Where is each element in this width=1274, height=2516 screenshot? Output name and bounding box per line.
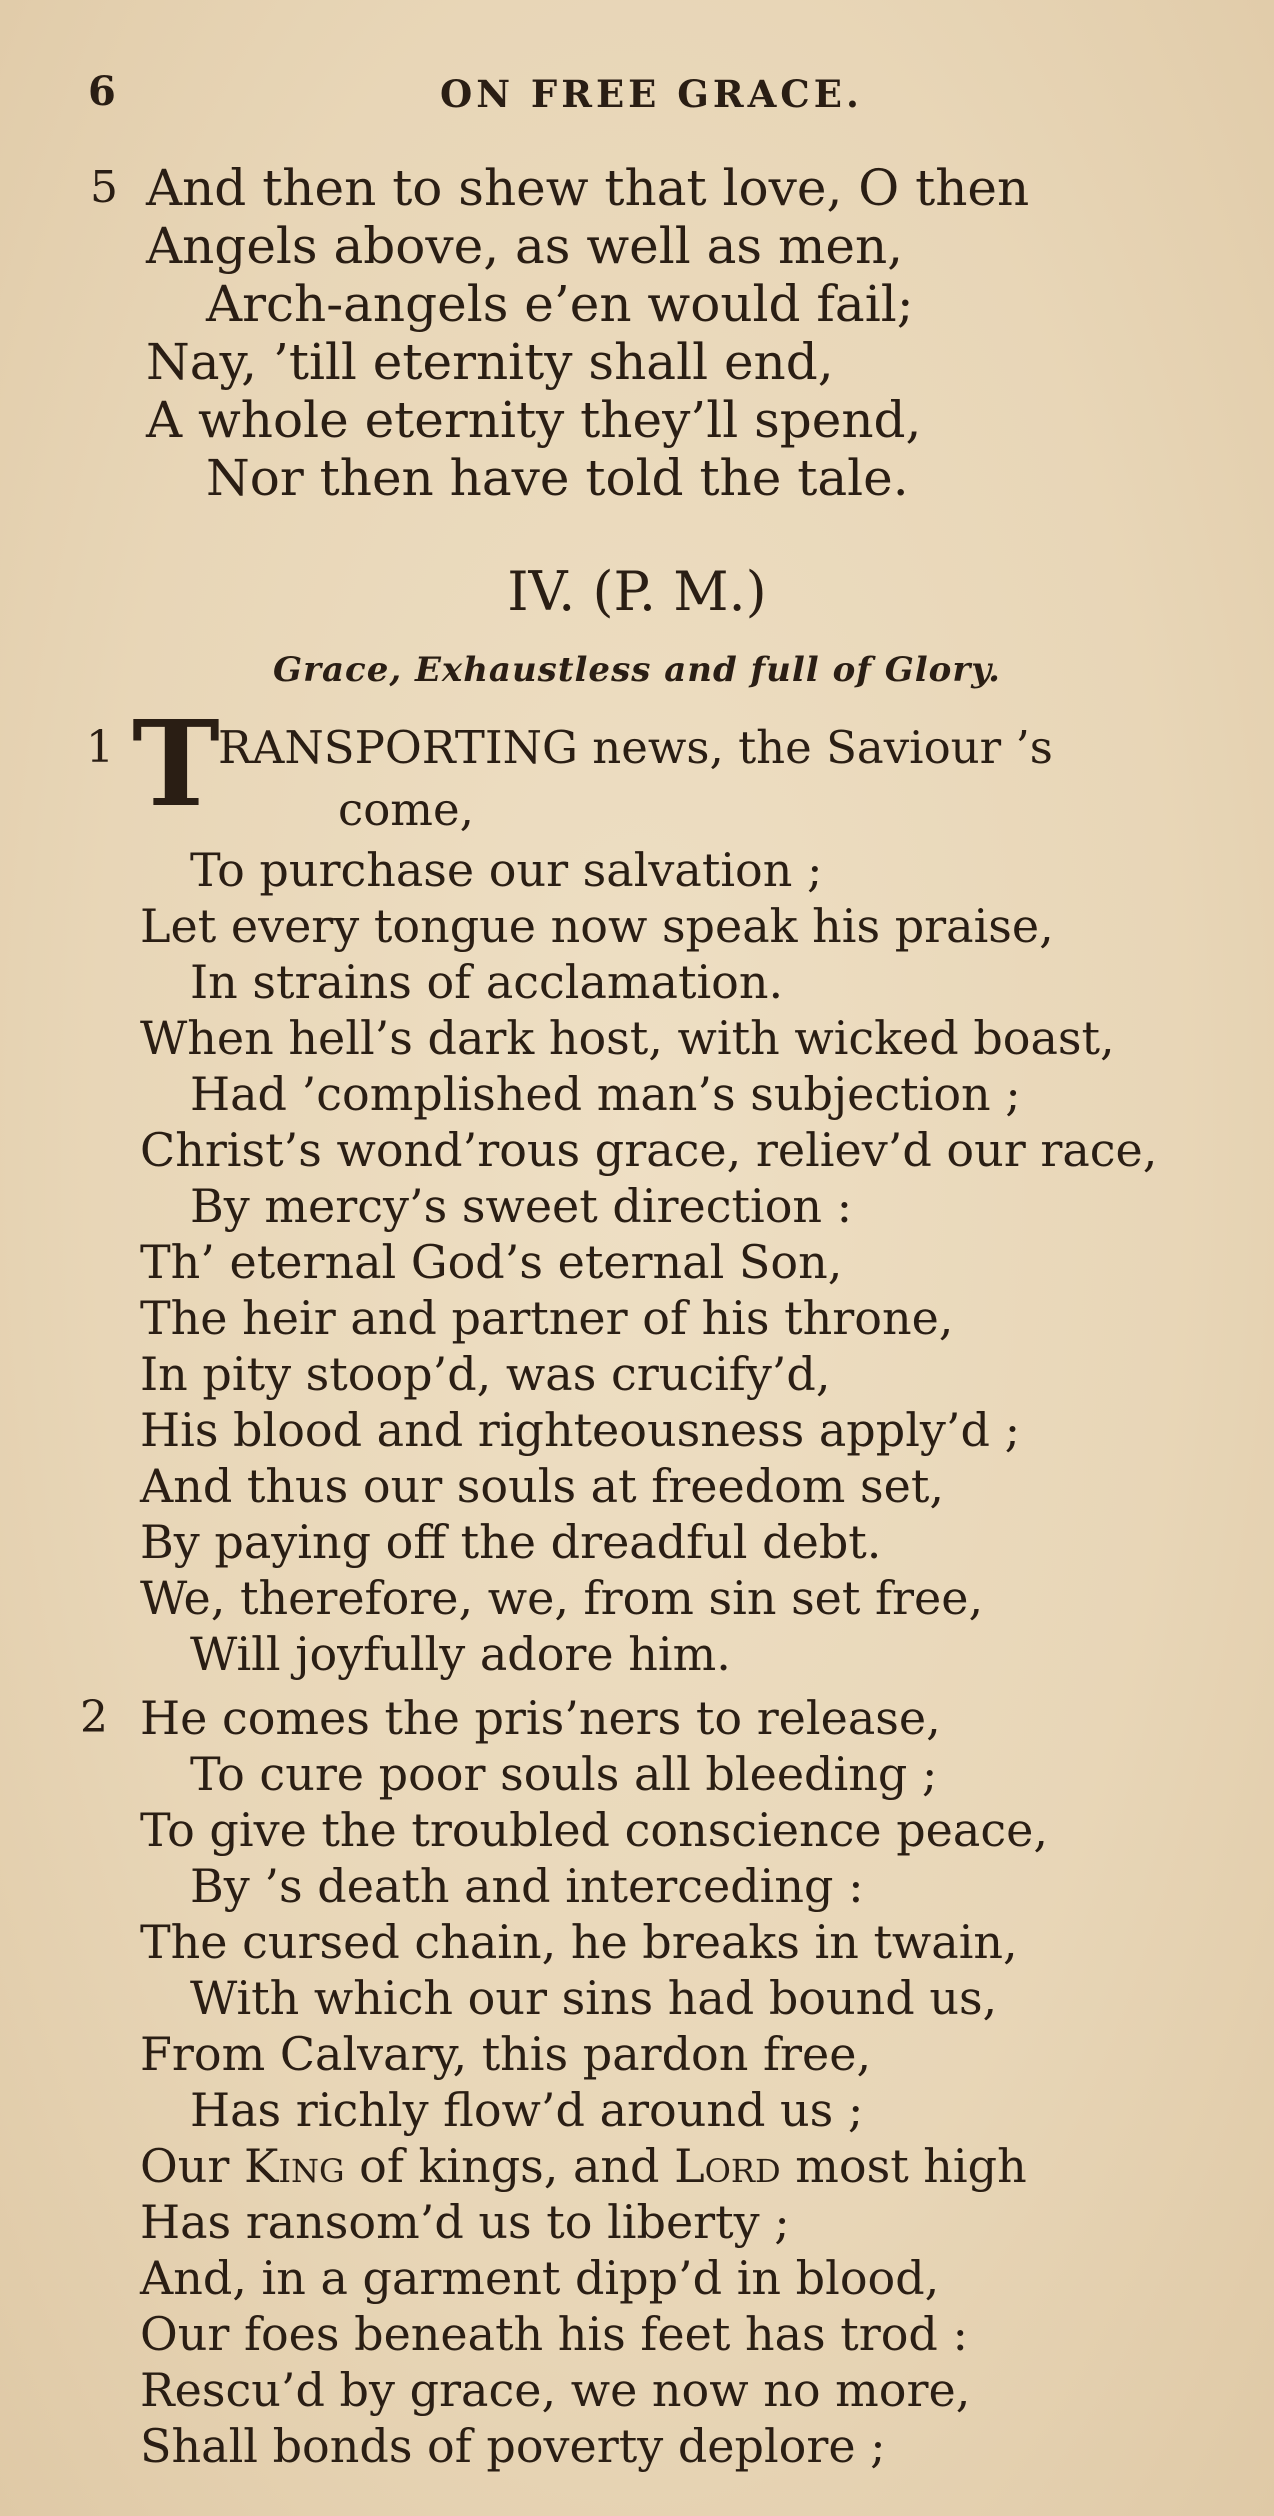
verse-line: By ’s death and interceding :	[190, 1859, 864, 1913]
verse-line: From Calvary, this pardon free,	[140, 2027, 872, 2081]
verse-line: come,	[338, 783, 474, 836]
verse-line: We, therefore, we, from sin set free,	[140, 1571, 984, 1625]
verse-line: Has richly flow’d around us ;	[190, 2083, 864, 2137]
verse-line: Arch-angels e’en would fail;	[206, 275, 914, 333]
verse-text: of kings, and	[344, 2139, 675, 2193]
verse-line: To cure poor souls all bleeding ;	[190, 1747, 938, 1801]
verse-line: Shall bonds of poverty deplore ;	[140, 2419, 886, 2473]
verse-line: By mercy’s sweet direction :	[190, 1179, 853, 1233]
drop-cap: T	[132, 694, 220, 833]
verse-line: And thus our souls at freedom set,	[140, 1459, 944, 1513]
verse-text: most high	[780, 2139, 1027, 2193]
running-title: ON FREE GRACE.	[440, 72, 863, 116]
verse-line: RANSPORTING news, the Saviour ’s	[218, 721, 1053, 774]
verse-line: And, in a garment dipp’d in blood,	[140, 2251, 940, 2305]
verse-line: Nor then have told the tale.	[206, 449, 909, 507]
verse-text-smallcaps: King	[243, 2139, 345, 2193]
verse-line: In strains of acclamation.	[190, 955, 784, 1009]
verse-line: To give the troubled conscience peace,	[140, 1803, 1048, 1857]
verse-line: Christ’s wond’rous grace, reliev’d our race,	[140, 1123, 1158, 1177]
verse-line: To purchase our salvation ;	[190, 843, 823, 897]
hymn-number: IV. (P. M.)	[507, 560, 767, 623]
verse-line: The heir and partner of his throne,	[140, 1291, 954, 1345]
verse-line: He comes the pris’ners to release,	[140, 1691, 941, 1745]
verse-line: By paying off the dreadful debt.	[140, 1515, 882, 1569]
stanza-number: 2	[80, 1692, 108, 1743]
verse-line: His blood and righteousness apply’d ;	[140, 1403, 1021, 1457]
verse-line: Rescu’d by grace, we now no more,	[140, 2363, 971, 2417]
page-number: 6	[88, 68, 116, 115]
verse-line: Will joyfully adore him.	[190, 1627, 731, 1681]
verse-text-smallcaps: Lord	[674, 2139, 781, 2193]
verse-line: Th’ eternal God’s eternal Son,	[140, 1235, 843, 1289]
verse-line: With which our sins had bound us,	[190, 1971, 998, 2025]
verse-line: In pity stoop’d, was crucify’d,	[140, 1347, 831, 1401]
verse-line: Nay, ’till eternity shall end,	[146, 333, 834, 391]
verse-line: Our foes beneath his feet has trod :	[140, 2307, 968, 2361]
verse-line: Has ransom’d us to liberty ;	[140, 2195, 790, 2249]
verse-line: Angels above, as well as men,	[146, 217, 904, 275]
verse-text: Our	[140, 2139, 244, 2193]
verse-line: A whole eternity they’ll spend,	[146, 391, 922, 449]
stanza-number: 1	[86, 722, 114, 773]
verse-line: Had ’complished man’s subjection ;	[190, 1067, 1021, 1121]
verse-line: The cursed chain, he breaks in twain,	[140, 1915, 1018, 1969]
stanza-number: 5	[90, 162, 118, 213]
verse-line: And then to shew that love, O then	[146, 159, 1030, 217]
hymn-subtitle: Grace, Exhaustless and full of Glory.	[273, 650, 1001, 690]
verse-line	[140, 2138, 1027, 2194]
verse-line: When hell’s dark host, with wicked boast,	[140, 1011, 1115, 1065]
verse-line: Let every tongue now speak his praise,	[140, 899, 1054, 953]
running-head	[0, 68, 1274, 128]
